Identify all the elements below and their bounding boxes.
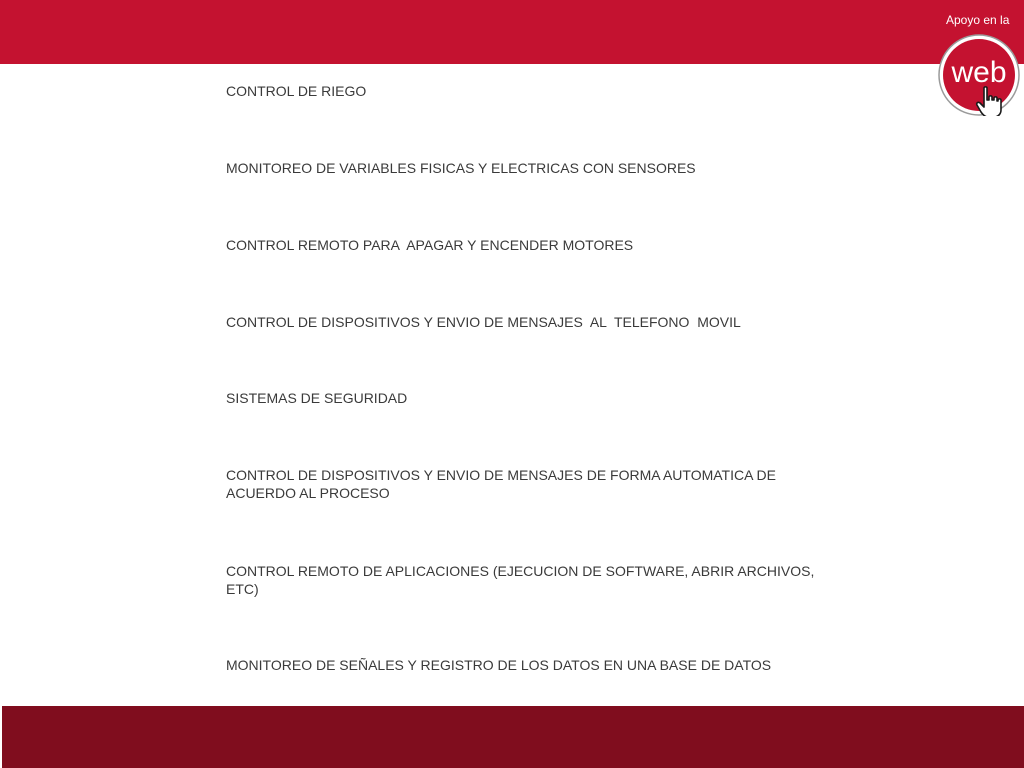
logo-caption: Apoyo en la: [946, 13, 1010, 27]
list-item: SISTEMAS DE SEGURIDAD: [226, 390, 408, 406]
header-band: [0, 0, 1024, 64]
web-logo: [938, 34, 1020, 116]
list-item: CONTROL REMOTO DE APLICACIONES (EJECUCION DE SOFTWARE, ABRIR ARCHIVOS, ETC): [226, 563, 819, 597]
list-item: MONITOREO DE VARIABLES FISICAS Y ELECTRICAS CON SENSORES: [226, 160, 696, 176]
list-item: MONITOREO DE SEÑALES Y REGISTRO DE LOS DATOS EN UNA BASE DE DATOS: [226, 657, 772, 673]
list-item: CONTROL DE RIEGO: [226, 83, 367, 99]
list-item: CONTROL DE DISPOSITIVOS Y ENVIO DE MENSAJES AL TELEFONO MOVIL: [226, 314, 741, 330]
list-item: CONTROL DE DISPOSITIVOS Y ENVIO DE MENSAJES DE FORMA AUTOMATICA DE ACUERDO AL PROCESO: [226, 467, 780, 501]
logo-word: web: [951, 56, 1007, 89]
list-item: CONTROL REMOTO PARA APAGAR Y ENCENDER MOTORES: [226, 237, 634, 253]
footer-band: [2, 706, 1024, 768]
